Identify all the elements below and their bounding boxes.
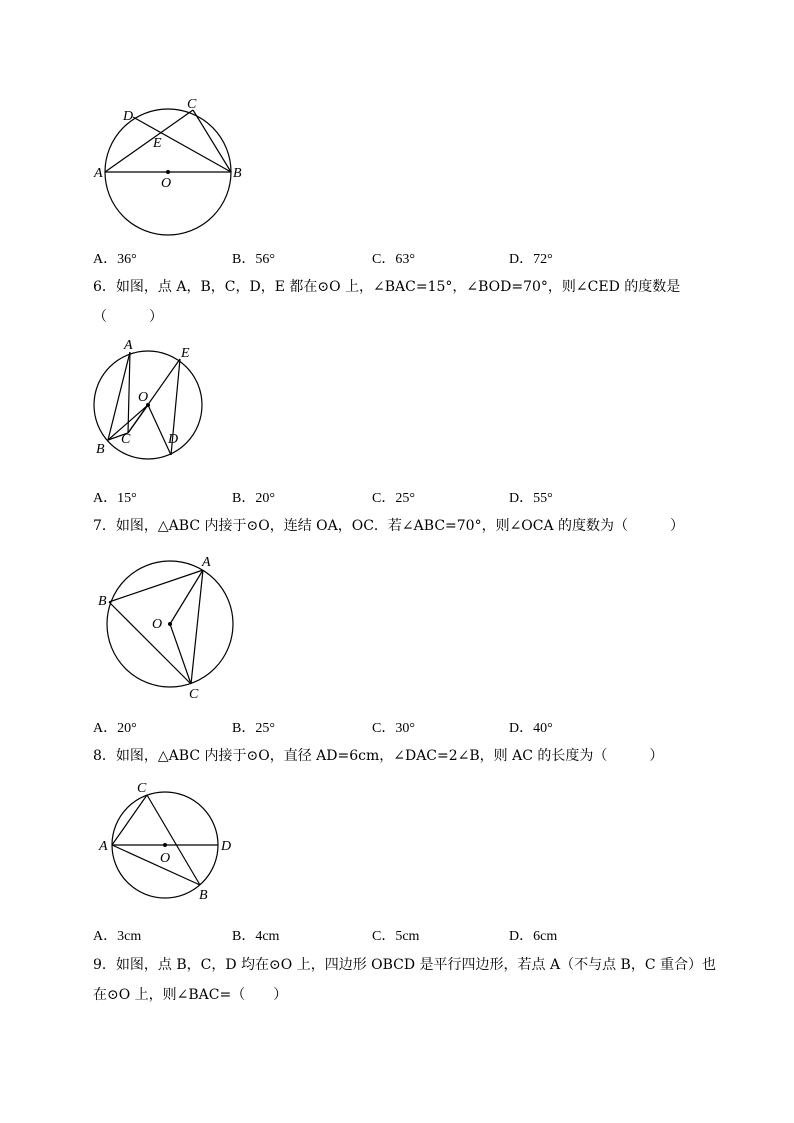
- q8-center-dot: [163, 843, 167, 847]
- q6-stem-bracket: [93, 307, 163, 327]
- q8-option-a[interactable]: A．3cm: [93, 929, 142, 944]
- q5-center-dot: [166, 170, 170, 174]
- q5-label-o: O: [161, 176, 172, 191]
- q9-stem-continued: [93, 985, 287, 1005]
- q6-segment-ec: [128, 359, 180, 433]
- q9-stem-line2: 在⊙O 上，则∠BAC=（ ）: [93, 987, 288, 1003]
- q5-label-e: E: [153, 136, 162, 151]
- q6-label-e: E: [181, 346, 190, 361]
- q5-label-c: C: [187, 97, 197, 112]
- q5-options: [93, 248, 653, 268]
- q8-option-c[interactable]: C．5cm: [372, 929, 420, 944]
- q7-option-a[interactable]: A．20°: [93, 721, 137, 736]
- q8-label-c: C: [137, 781, 147, 796]
- q5-label-b: B: [233, 166, 242, 181]
- q6-option-d[interactable]: D．55°: [509, 491, 553, 506]
- q6-stem-line1: 6．如图，点 A，B，C，D，E 都在⊙O 上，∠BAC=15°，∠BOD=70°，则∠CED 的度数是: [93, 279, 681, 295]
- q8-segment-ac: [112, 795, 147, 845]
- q6-stem: [93, 277, 680, 297]
- q9-stem-line1: 9．如图，点 B，C，D 均在⊙O 上，四边形 OBCD 是平行四边形，若点 A（不与点 B，C 重合）也: [93, 957, 717, 973]
- q7-stem-line1: 7．如图，△ABC 内接于⊙O，连结 OA，OC．若∠ABC=70°，则∠OCA 的度数为（ ）: [93, 518, 685, 534]
- q5-figure: [90, 95, 250, 245]
- q6-option-a[interactable]: A．15°: [93, 491, 137, 506]
- q7-segment-bc: [109, 602, 191, 684]
- q7-segment-oc: [170, 624, 191, 684]
- q6-option-b[interactable]: B．20°: [232, 491, 275, 506]
- q8-option-d[interactable]: D．6cm: [509, 929, 558, 944]
- q8-label-a: A: [99, 839, 108, 854]
- q8-stem-line1: 8．如图，△ABC 内接于⊙O，直径 AD=6cm，∠DAC=2∠B，则 AC 的长度为（ ）: [93, 748, 664, 764]
- q8-segment-ab: [112, 845, 200, 885]
- q5-segment-cb: [193, 110, 231, 172]
- q8-figure: [95, 775, 245, 905]
- q8-label-d: D: [221, 839, 232, 854]
- q6-label-a: A: [124, 338, 133, 353]
- q7-label-o: O: [152, 617, 163, 632]
- q6-option-c[interactable]: C．25°: [372, 491, 415, 506]
- q9-stem: [93, 955, 716, 975]
- q7-stem: [93, 516, 684, 536]
- q6-stem-line2: （ ）: [93, 309, 163, 325]
- q7-option-d[interactable]: D．40°: [509, 721, 553, 736]
- q5-option-b[interactable]: B．56°: [232, 252, 275, 267]
- q5-segment-ac: [105, 110, 193, 172]
- q8-option-b[interactable]: B．4cm: [232, 929, 280, 944]
- q7-label-a: A: [202, 555, 211, 570]
- q6-label-b: B: [96, 442, 105, 457]
- q7-option-b[interactable]: B．25°: [232, 721, 275, 736]
- q7-label-c: C: [189, 687, 199, 702]
- q6-figure: [88, 335, 213, 457]
- q7-center-dot: [168, 622, 172, 626]
- q8-stem: [93, 746, 663, 766]
- q6-label-o: O: [138, 390, 149, 405]
- q6-options: [93, 487, 653, 507]
- q5-option-a[interactable]: A．36°: [93, 252, 137, 267]
- q7-label-b: B: [98, 594, 107, 609]
- q6-label-c: C: [121, 432, 131, 447]
- q7-options: [93, 717, 653, 737]
- q5-option-c[interactable]: C．63°: [372, 252, 415, 267]
- q5-label-a: A: [94, 166, 103, 181]
- q6-label-d: D: [168, 432, 179, 447]
- q5-label-d: D: [123, 109, 134, 124]
- q8-segment-cb: [147, 795, 200, 885]
- q7-segment-ab: [109, 570, 203, 602]
- q5-option-d[interactable]: D．72°: [509, 252, 553, 267]
- q7-option-c[interactable]: C．30°: [372, 721, 415, 736]
- q7-figure: [90, 553, 240, 703]
- q6-segment-od: [148, 405, 171, 455]
- q5-segment-db: [133, 117, 231, 172]
- q8-options: [93, 925, 653, 945]
- q8-label-o: O: [160, 851, 171, 866]
- q8-label-b: B: [199, 888, 208, 903]
